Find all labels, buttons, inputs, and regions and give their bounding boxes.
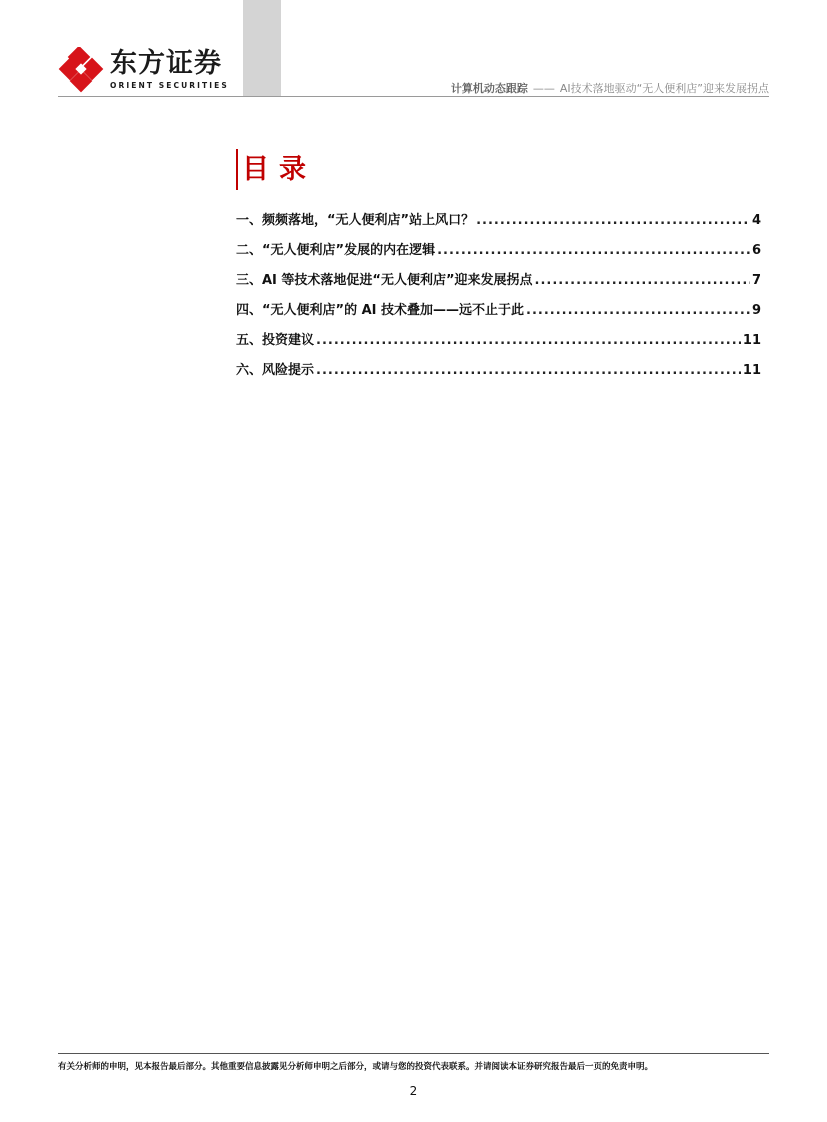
footer-disclaimer: 有关分析师的申明，见本报告最后部分。其他重要信息披露见分析师申明之后部分，或请与您的投资代表联系。并请阅读本证券研究报告最后一页的免责申明。 — [58, 1062, 654, 1072]
toc-entry-label: 一、频频落地，“无人便利店”站上风口？ — [236, 213, 475, 228]
brand-name-cn: 东方证券 — [110, 48, 222, 79]
table-of-contents — [236, 209, 761, 389]
toc-entry-label: 六、风险提示 — [236, 363, 315, 378]
report-title: AI技术落地驱动“无人便利店”迎来发展拐点 — [559, 82, 769, 95]
toc-entry-2[interactable] — [236, 239, 761, 269]
brand-logo — [58, 47, 229, 93]
toc-entry-page: 7 — [751, 273, 761, 288]
toc-leader-dots — [316, 359, 741, 383]
header-divider — [58, 96, 769, 97]
page-number: 2 — [409, 1084, 418, 1098]
toc-entry-3[interactable] — [236, 269, 761, 299]
toc-entry-page: 11 — [742, 363, 761, 378]
toc-entry-page: 11 — [742, 333, 761, 348]
toc-entry-page: 4 — [751, 213, 761, 228]
toc-entry-label: 三、AI 等技术落地促进“无人便利店”迎来发展拐点 — [236, 273, 533, 288]
header-gray-tab — [243, 0, 281, 97]
footer-divider — [58, 1053, 769, 1054]
orient-securities-logo-icon — [58, 47, 104, 93]
brand-name-en: ORIENT SECURITIES — [110, 81, 229, 90]
toc-entry-label: 五、投资建议 — [236, 333, 315, 348]
header-separator: —— — [532, 82, 555, 95]
report-header — [451, 80, 769, 96]
report-section: 计算机动态跟踪 — [450, 82, 528, 95]
toc-entry-1[interactable] — [236, 209, 761, 239]
toc-title: 目录 — [242, 154, 316, 185]
toc-leader-dots — [535, 269, 750, 293]
toc-entry-6[interactable] — [236, 359, 761, 389]
toc-entry-label: 四、“无人便利店”的 AI 技术叠加——远不止于此 — [236, 303, 525, 318]
toc-entry-page: 9 — [751, 303, 761, 318]
toc-leader-dots — [526, 299, 750, 323]
toc-entry-page: 6 — [751, 243, 761, 258]
toc-entry-4[interactable] — [236, 299, 761, 329]
toc-entry-5[interactable] — [236, 329, 761, 359]
toc-leader-dots — [437, 239, 750, 263]
toc-entry-label: 二、“无人便利店”发展的内在逻辑 — [236, 243, 436, 258]
toc-title-accent-bar — [236, 149, 238, 190]
toc-leader-dots — [316, 329, 741, 353]
toc-leader-dots — [476, 209, 750, 233]
